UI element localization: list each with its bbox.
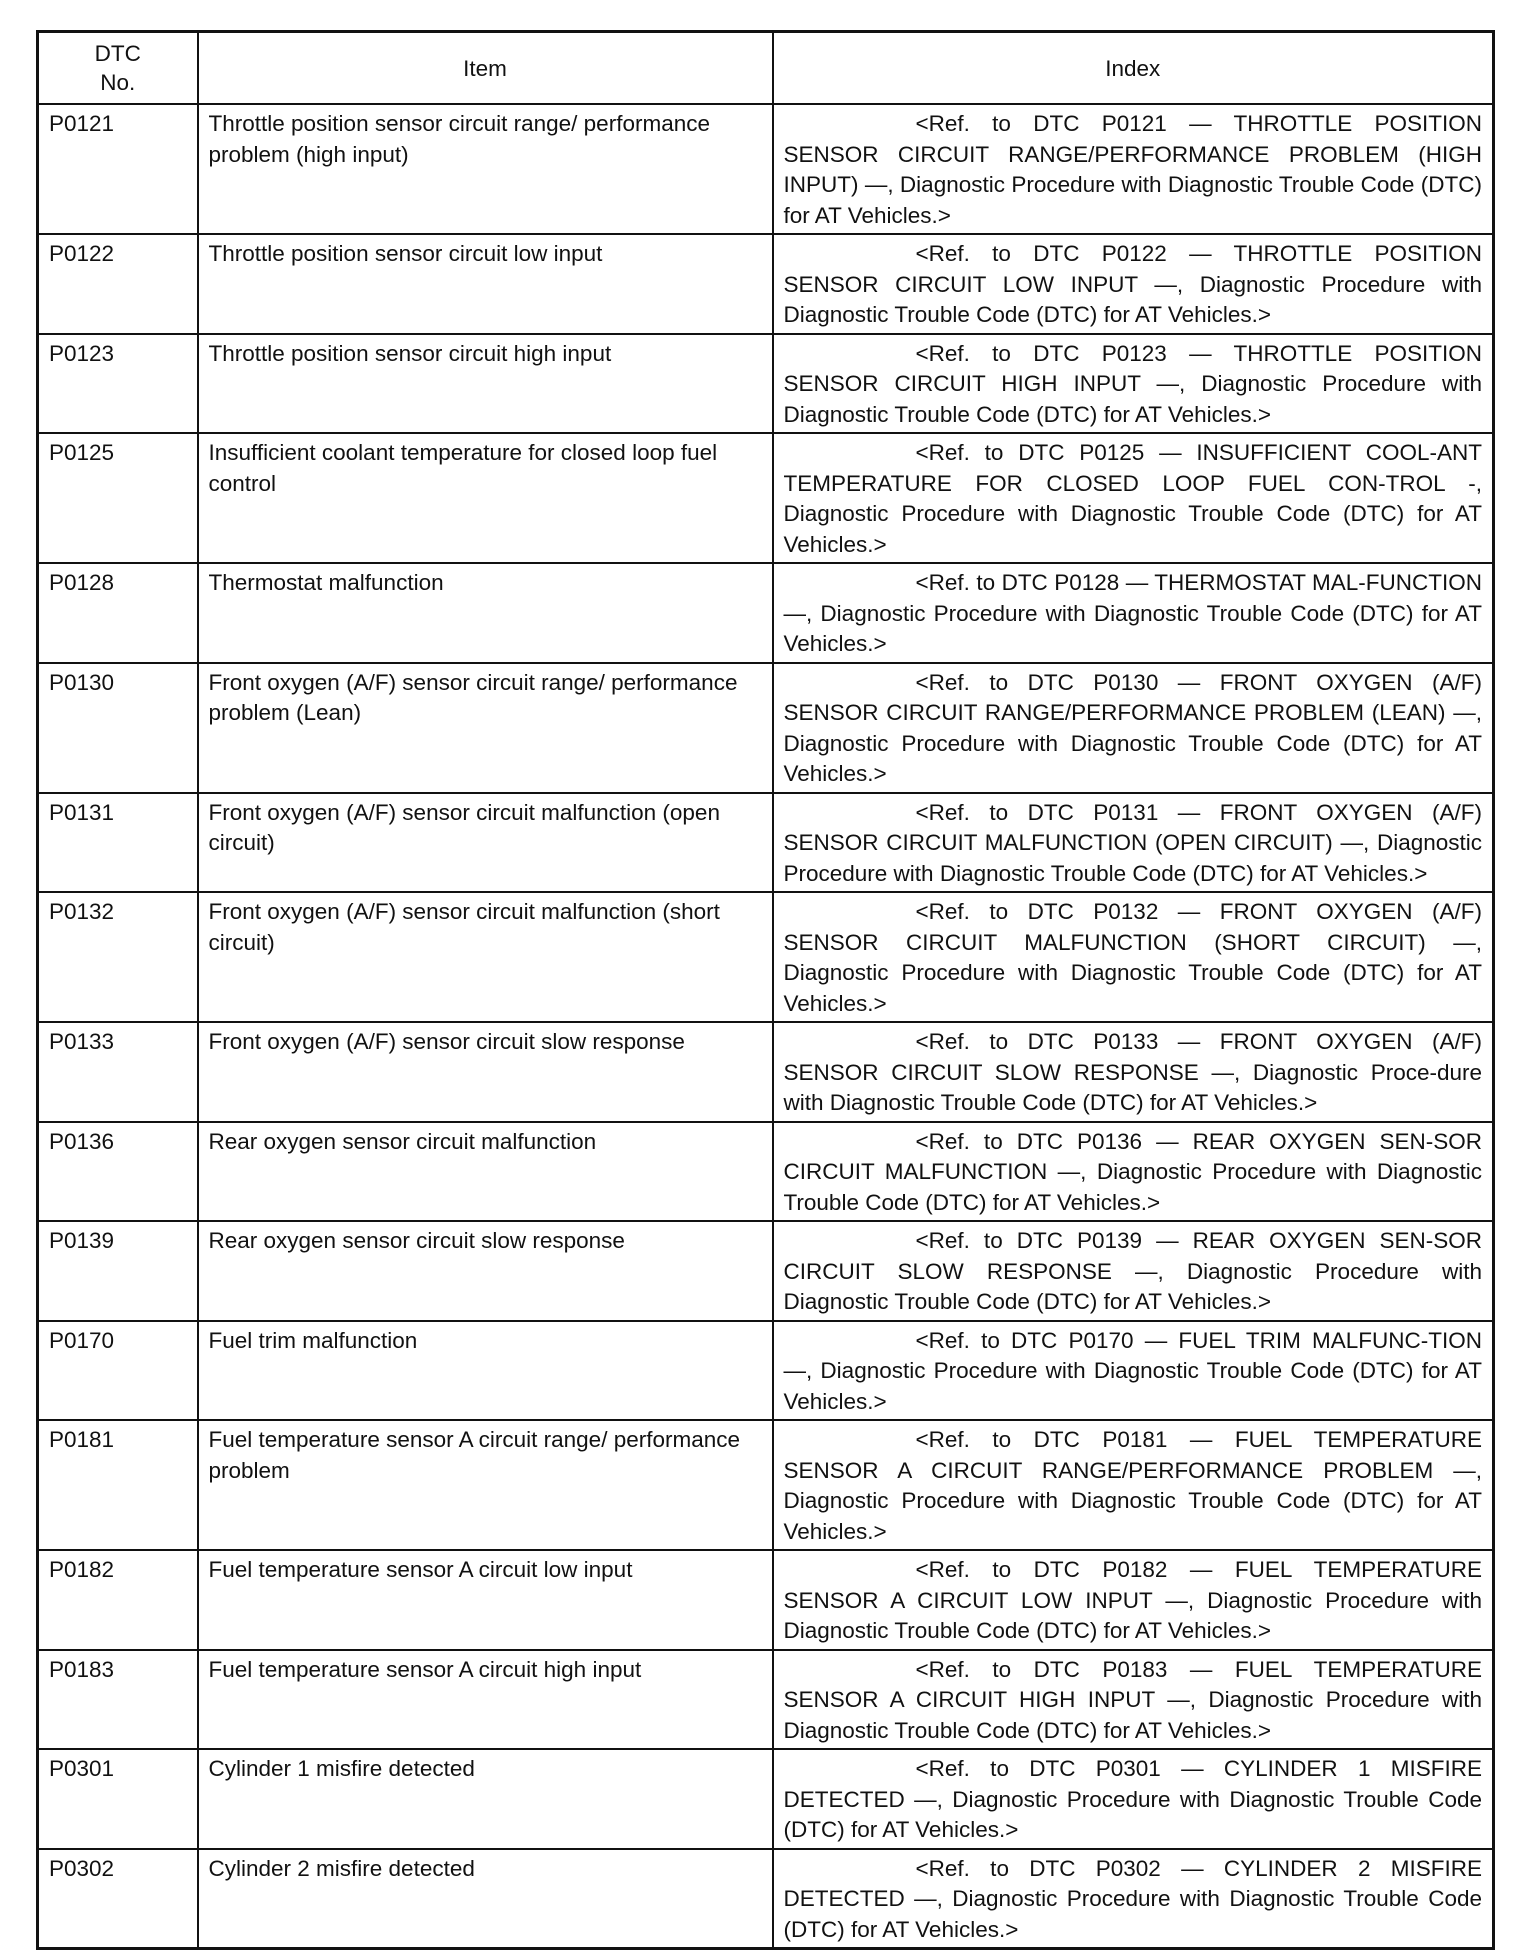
index-reference: <Ref. to DTC P0133 — FRONT OXYGEN (A/F) SENSOR CIRCUIT SLOW RESPONSE —, Diagnostic Proce-dure with Diagnostic Trouble Code (DTC) for AT Vehicles.>: [783, 1029, 1482, 1115]
index-cell: [773, 1849, 1494, 1949]
header-dtc-line2: No.: [100, 70, 136, 95]
index-reference: <Ref. to DTC P0136 — REAR OXYGEN SEN-SOR CIRCUIT MALFUNCTION —, Diagnostic Procedure with Diagnostic Trouble Code (DTC) for AT Vehicles.>: [783, 1128, 1482, 1215]
index-reference: <Ref. to DTC P0181 — FUEL TEMPERATURE SENSOR A CIRCUIT RANGE/PERFORMANCE PROBLEM —, Diagnostic Procedure with Diagnostic Trouble Code (DTC) for AT Vehicles.>: [783, 1427, 1482, 1544]
dtc-code-cell: P0302: [38, 1849, 198, 1949]
table-row: [38, 1221, 1494, 1321]
table-row: [38, 1420, 1494, 1550]
dtc-code-cell: P0130: [38, 663, 198, 793]
item-cell: Throttle position sensor circuit high input: [198, 334, 773, 434]
dtc-code-cell: P0183: [38, 1650, 198, 1750]
dtc-code-cell: P0132: [38, 892, 198, 1022]
item-cell: Front oxygen (A/F) sensor circuit malfunction (open circuit): [198, 793, 773, 893]
index-cell: [773, 104, 1494, 234]
index-cell: [773, 334, 1494, 434]
dtc-code-cell: P0182: [38, 1550, 198, 1650]
dtc-code-cell: P0181: [38, 1420, 198, 1550]
table-row: [38, 892, 1494, 1022]
index-reference: <Ref. to DTC P0130 — FRONT OXYGEN (A/F) SENSOR CIRCUIT RANGE/PERFORMANCE PROBLEM (LEAN) —, Diagnostic Procedure with Diagnostic Trouble Code (DTC) for AT Vehicles.>: [783, 669, 1482, 786]
dtc-code-cell: P0121: [38, 104, 198, 234]
item-cell: Fuel trim malfunction: [198, 1321, 773, 1421]
item-cell: Thermostat malfunction: [198, 563, 773, 663]
index-reference: <Ref. to DTC P0123 — THROTTLE POSITION SENSOR CIRCUIT HIGH INPUT —, Diagnostic Procedure with Diagnostic Trouble Code (DTC) for AT Vehicles.>: [783, 340, 1482, 427]
header-index: Index: [773, 32, 1494, 105]
header-dtc-no: [38, 32, 198, 105]
index-cell: [773, 1122, 1494, 1222]
item-cell: Rear oxygen sensor circuit malfunction: [198, 1122, 773, 1222]
dtc-code-cell: P0136: [38, 1122, 198, 1222]
table-body: [38, 104, 1494, 1949]
item-cell: Throttle position sensor circuit range/ performance problem (high input): [198, 104, 773, 234]
index-cell: [773, 1749, 1494, 1849]
item-cell: Fuel temperature sensor A circuit range/ performance problem: [198, 1420, 773, 1550]
index-cell: [773, 1221, 1494, 1321]
dtc-table: [36, 30, 1495, 1950]
index-reference: <Ref. to DTC P0139 — REAR OXYGEN SEN-SOR CIRCUIT SLOW RESPONSE —, Diagnostic Procedure with Diagnostic Trouble Code (DTC) for AT Vehicles.>: [783, 1228, 1482, 1314]
item-cell: Throttle position sensor circuit low input: [198, 234, 773, 334]
dtc-code-cell: P0125: [38, 433, 198, 563]
table-row: [38, 104, 1494, 234]
index-cell: [773, 234, 1494, 334]
item-cell: Cylinder 2 misfire detected: [198, 1849, 773, 1949]
table-row: [38, 433, 1494, 563]
item-cell: Fuel temperature sensor A circuit low input: [198, 1550, 773, 1650]
table-row: [38, 1749, 1494, 1849]
table-row: [38, 1849, 1494, 1949]
index-cell: [773, 1321, 1494, 1421]
index-reference: <Ref. to DTC P0128 — THERMOSTAT MAL-FUNCTION —, Diagnostic Procedure with Diagnostic Trouble Code (DTC) for AT Vehicles.>: [783, 570, 1482, 656]
table-row: [38, 663, 1494, 793]
index-reference: <Ref. to DTC P0182 — FUEL TEMPERATURE SENSOR A CIRCUIT LOW INPUT —, Diagnostic Procedure with Diagnostic Trouble Code (DTC) for AT Vehicles.>: [783, 1557, 1482, 1643]
table-row: [38, 1321, 1494, 1421]
table-row: [38, 1022, 1494, 1122]
item-cell: Fuel temperature sensor A circuit high input: [198, 1650, 773, 1750]
dtc-code-cell: P0301: [38, 1749, 198, 1849]
item-cell: Front oxygen (A/F) sensor circuit malfunction (short circuit): [198, 892, 773, 1022]
table-row: [38, 1650, 1494, 1750]
index-cell: [773, 1420, 1494, 1550]
dtc-code-cell: P0139: [38, 1221, 198, 1321]
dtc-code-cell: P0131: [38, 793, 198, 893]
dtc-code-cell: P0128: [38, 563, 198, 663]
table-row: [38, 334, 1494, 434]
dtc-code-cell: P0133: [38, 1022, 198, 1122]
item-cell: Insufficient coolant temperature for closed loop fuel control: [198, 433, 773, 563]
table-row: [38, 793, 1494, 893]
index-cell: [773, 563, 1494, 663]
dtc-code-cell: P0122: [38, 234, 198, 334]
index-cell: [773, 663, 1494, 793]
item-cell: Front oxygen (A/F) sensor circuit range/ performance problem (Lean): [198, 663, 773, 793]
index-reference: <Ref. to DTC P0132 — FRONT OXYGEN (A/F) SENSOR CIRCUIT MALFUNCTION (SHORT CIRCUIT) —, Diagnostic Procedure with Diagnostic Trouble Code (DTC) for AT Vehicles.>: [783, 899, 1482, 1016]
index-reference: <Ref. to DTC P0170 — FUEL TRIM MALFUNC-TION —, Diagnostic Procedure with Diagnostic Trouble Code (DTC) for AT Vehicles.>: [783, 1327, 1482, 1414]
header-dtc-line1: DTC: [94, 41, 141, 66]
item-cell: Cylinder 1 misfire detected: [198, 1749, 773, 1849]
index-cell: [773, 1650, 1494, 1750]
index-cell: [773, 1022, 1494, 1122]
item-cell: Rear oxygen sensor circuit slow response: [198, 1221, 773, 1321]
table-row: [38, 234, 1494, 334]
index-cell: [773, 892, 1494, 1022]
index-reference: <Ref. to DTC P0183 — FUEL TEMPERATURE SENSOR A CIRCUIT HIGH INPUT —, Diagnostic Procedure with Diagnostic Trouble Code (DTC) for AT Vehicles.>: [783, 1656, 1482, 1743]
index-cell: [773, 433, 1494, 563]
table-row: [38, 563, 1494, 663]
index-reference: <Ref. to DTC P0301 — CYLINDER 1 MISFIRE DETECTED —, Diagnostic Procedure with Diagnostic Trouble Code (DTC) for AT Vehicles.>: [783, 1756, 1482, 1842]
index-cell: [773, 1550, 1494, 1650]
dtc-code-cell: P0123: [38, 334, 198, 434]
index-cell: [773, 793, 1494, 893]
table-row: [38, 1550, 1494, 1650]
index-reference: <Ref. to DTC P0302 — CYLINDER 2 MISFIRE DETECTED —, Diagnostic Procedure with Diagnostic Trouble Code (DTC) for AT Vehicles.>: [783, 1855, 1482, 1942]
table-row: [38, 1122, 1494, 1222]
index-reference: <Ref. to DTC P0121 — THROTTLE POSITION SENSOR CIRCUIT RANGE/PERFORMANCE PROBLEM (HIGH INPUT) —, Diagnostic Procedure with Diagnostic Trouble Code (DTC) for AT Vehicles.>: [783, 111, 1482, 228]
item-cell: Front oxygen (A/F) sensor circuit slow response: [198, 1022, 773, 1122]
index-reference: <Ref. to DTC P0131 — FRONT OXYGEN (A/F) SENSOR CIRCUIT MALFUNCTION (OPEN CIRCUIT) —, Diagnostic Procedure with Diagnostic Trouble Code (DTC) for AT Vehicles.>: [783, 799, 1482, 886]
header-item: Item: [198, 32, 773, 105]
dtc-code-cell: P0170: [38, 1321, 198, 1421]
index-reference: <Ref. to DTC P0125 — INSUFFICIENT COOL-ANT TEMPERATURE FOR CLOSED LOOP FUEL CON-TROL -, Diagnostic Procedure with Diagnostic Trouble Code (DTC) for AT Vehicles.>: [783, 440, 1482, 557]
index-reference: <Ref. to DTC P0122 — THROTTLE POSITION SENSOR CIRCUIT LOW INPUT —, Diagnostic Procedure with Diagnostic Trouble Code (DTC) for AT Vehicles.>: [783, 241, 1482, 327]
table-header-row: [38, 32, 1494, 105]
